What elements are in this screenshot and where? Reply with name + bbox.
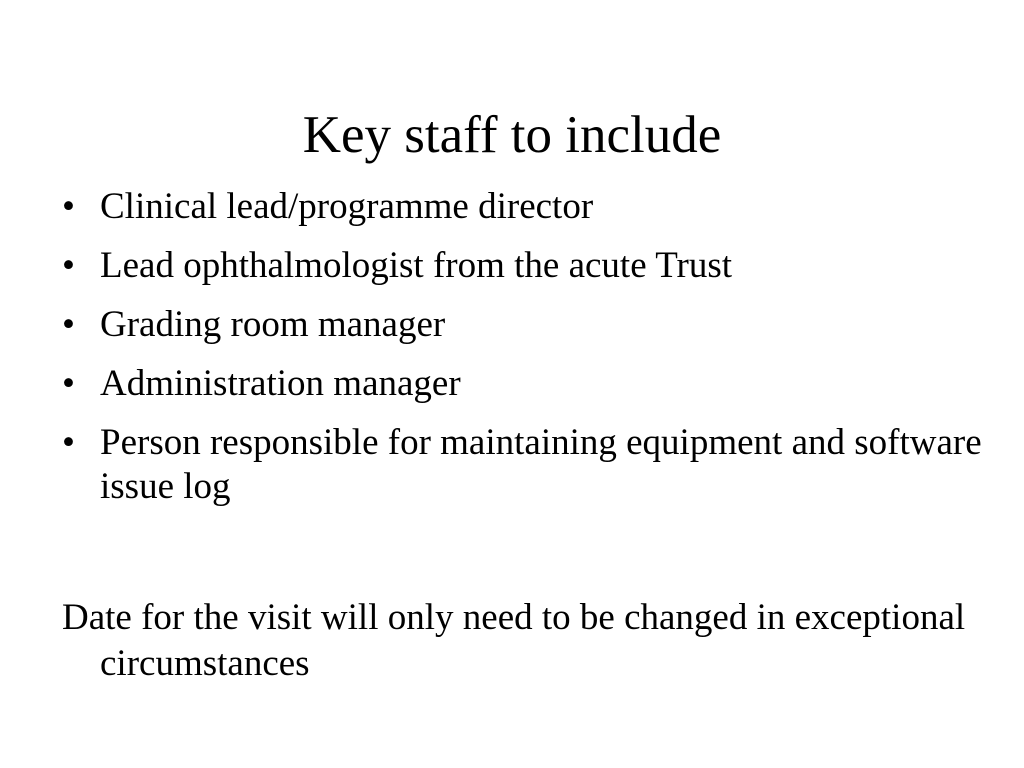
bullet-icon: •: [62, 363, 75, 404]
list-item: [62, 244, 982, 288]
list-item: [62, 185, 982, 229]
bullet-icon: •: [62, 186, 75, 227]
list-item: [62, 362, 982, 406]
bullet-text: Grading room manager: [100, 304, 446, 345]
bullet-text: Administration manager: [100, 363, 461, 404]
bullet-text: Person responsible for maintaining equipment and software issue log: [100, 422, 982, 507]
bullet-list: [62, 185, 982, 524]
bullet-icon: •: [62, 304, 75, 345]
visit-date-note: Date for the visit will only need to be changed in exceptional circumstances: [62, 597, 966, 684]
slide-title: Key staff to include: [302, 106, 722, 164]
bullet-text: Clinical lead/programme director: [100, 186, 594, 227]
bullet-icon: •: [62, 245, 75, 286]
bullet-text: Lead ophthalmologist from the acute Trust: [100, 245, 732, 286]
list-item: [62, 303, 982, 347]
bullet-icon: •: [62, 422, 75, 463]
list-item: [62, 421, 982, 509]
